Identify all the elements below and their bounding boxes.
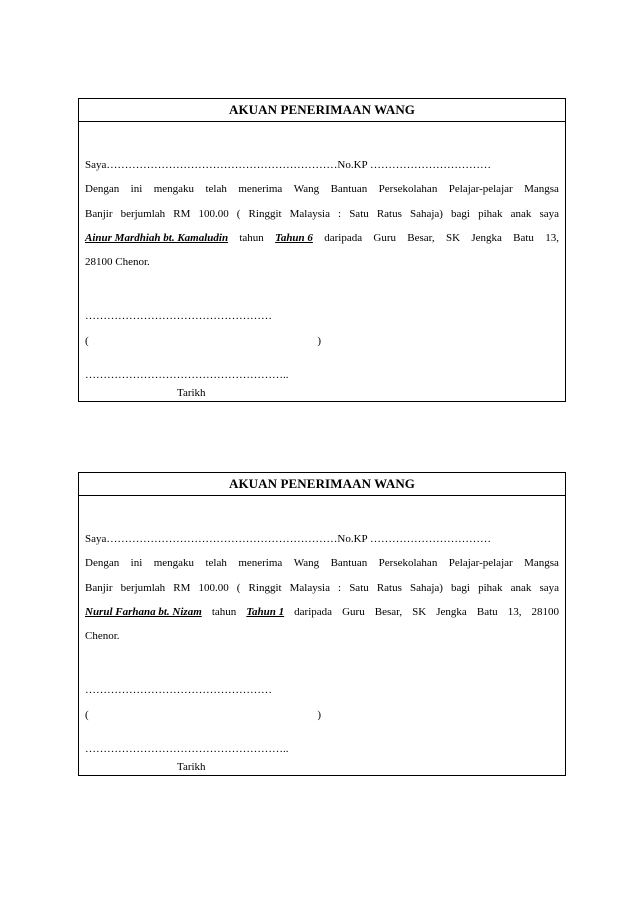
declaration-word: Ringgit — [248, 208, 282, 220]
declaration-word: berjumlah — [120, 208, 166, 220]
declaration-word: bagi — [451, 208, 470, 220]
declaration-word: daripada — [294, 606, 333, 618]
declaration-word: Sahaja) — [409, 208, 443, 220]
declaration-word: Bantuan — [330, 183, 368, 195]
declaration-word: Guru — [342, 606, 365, 618]
saya-nokp-line: Saya………………………………………………………No.KP …………………………… — [85, 159, 491, 171]
declaration-word: bagi — [451, 582, 470, 594]
declaration-word: SK — [445, 232, 461, 244]
student-name: Ainur Mardhiah bt. Kamaludin — [85, 232, 229, 244]
declaration-line-3 — [85, 605, 559, 619]
declaration-line-2 — [85, 581, 559, 595]
declaration-word: Jengka — [471, 232, 502, 244]
declaration-word: Sahaja) — [409, 582, 443, 594]
name-parentheses — [85, 708, 321, 722]
declaration-word: Mangsa — [524, 557, 559, 569]
declaration-word: menerima — [238, 183, 283, 195]
tahun-word: tahun — [211, 606, 237, 618]
declaration-word: 100.00 — [198, 582, 229, 594]
declaration-word: Ratus — [376, 208, 402, 220]
declaration-word: SK — [412, 606, 427, 618]
student-class: Tahun 1 — [246, 606, 285, 618]
form-title: AKUAN PENERIMAAN WANG — [79, 473, 565, 496]
declaration-word: : — [338, 582, 342, 594]
declaration-line-4: Chenor. — [85, 630, 120, 642]
declaration-word: Mangsa — [524, 183, 559, 195]
declaration-word: Pelajar-pelajar — [448, 183, 513, 195]
form-title: AKUAN PENERIMAAN WANG — [79, 99, 565, 122]
declaration-word: 28100 — [531, 606, 559, 618]
form-body — [79, 496, 565, 776]
declaration-word: Ratus — [376, 582, 402, 594]
declaration-line-2 — [85, 207, 559, 221]
declaration-word: mengaku — [153, 183, 195, 195]
declaration-word: ini — [130, 557, 143, 569]
declaration-word: Ringgit — [248, 582, 282, 594]
declaration-word: Bantuan — [330, 557, 368, 569]
declaration-word: Besar, — [407, 232, 435, 244]
date-label: Tarikh — [177, 761, 206, 773]
declaration-word: Banjir — [85, 208, 113, 220]
declaration-word: Dengan — [85, 557, 120, 569]
declaration-word: Dengan — [85, 183, 120, 195]
declaration-word: Batu — [476, 606, 498, 618]
declaration-word: 100.00 — [198, 208, 229, 220]
declaration-word: menerima — [238, 557, 283, 569]
declaration-line-1 — [85, 182, 559, 196]
date-line: ……………………………………………….. — [85, 743, 289, 755]
declaration-word: mengaku — [153, 557, 195, 569]
date-label: Tarikh — [177, 387, 206, 399]
declaration-word: saya — [539, 208, 559, 220]
name-parentheses — [85, 334, 321, 348]
declaration-word: pihak — [478, 582, 503, 594]
date-line: ……………………………………………….. — [85, 369, 289, 381]
declaration-word: pihak — [478, 208, 503, 220]
declaration-word: Satu — [349, 208, 369, 220]
signature-line: …………………………………………… — [85, 310, 272, 322]
declaration-word: saya — [539, 582, 559, 594]
declaration-line-4: 28100 Chenor. — [85, 256, 150, 268]
declaration-word: Guru — [373, 232, 396, 244]
declaration-word: Persekolahan — [378, 183, 438, 195]
paren-open: ( — [85, 335, 89, 347]
paren-close: ) — [317, 335, 321, 347]
declaration-word: 13, — [507, 606, 522, 618]
declaration-word: RM — [173, 208, 191, 220]
declaration-word: Malaysia — [289, 582, 330, 594]
declaration-word: berjumlah — [120, 582, 166, 594]
declaration-word: daripada — [324, 232, 363, 244]
declaration-word: telah — [205, 557, 227, 569]
signature-line: …………………………………………… — [85, 684, 272, 696]
student-name: Nurul Farhana bt. Nizam — [85, 606, 202, 618]
saya-nokp-line: Saya………………………………………………………No.KP …………………………… — [85, 533, 491, 545]
declaration-word: RM — [173, 582, 191, 594]
declaration-word: : — [338, 208, 342, 220]
declaration-word: ini — [130, 183, 143, 195]
declaration-word: Persekolahan — [378, 557, 438, 569]
receipt-form-2 — [78, 472, 566, 776]
declaration-word: ( — [236, 582, 241, 594]
declaration-word: 13, — [545, 232, 559, 244]
declaration-word: anak — [510, 582, 532, 594]
paren-close: ) — [317, 709, 321, 721]
declaration-word: Batu — [513, 232, 534, 244]
declaration-word: Banjir — [85, 582, 113, 594]
declaration-word: Pelajar-pelajar — [448, 557, 513, 569]
declaration-word: Wang — [293, 183, 320, 195]
tahun-word: tahun — [239, 232, 264, 244]
declaration-word: anak — [510, 208, 532, 220]
declaration-word: telah — [205, 183, 227, 195]
declaration-word: Besar, — [374, 606, 403, 618]
declaration-word: ( — [236, 208, 241, 220]
form-body — [79, 122, 565, 402]
receipt-form-1 — [78, 98, 566, 402]
student-class: Tahun 6 — [275, 232, 313, 244]
declaration-word: Malaysia — [289, 208, 330, 220]
declaration-word: Jengka — [436, 606, 467, 618]
declaration-line-1 — [85, 556, 559, 570]
declaration-word: Satu — [349, 582, 369, 594]
declaration-line-3 — [85, 231, 559, 245]
paren-open: ( — [85, 709, 89, 721]
declaration-word: Wang — [293, 557, 320, 569]
